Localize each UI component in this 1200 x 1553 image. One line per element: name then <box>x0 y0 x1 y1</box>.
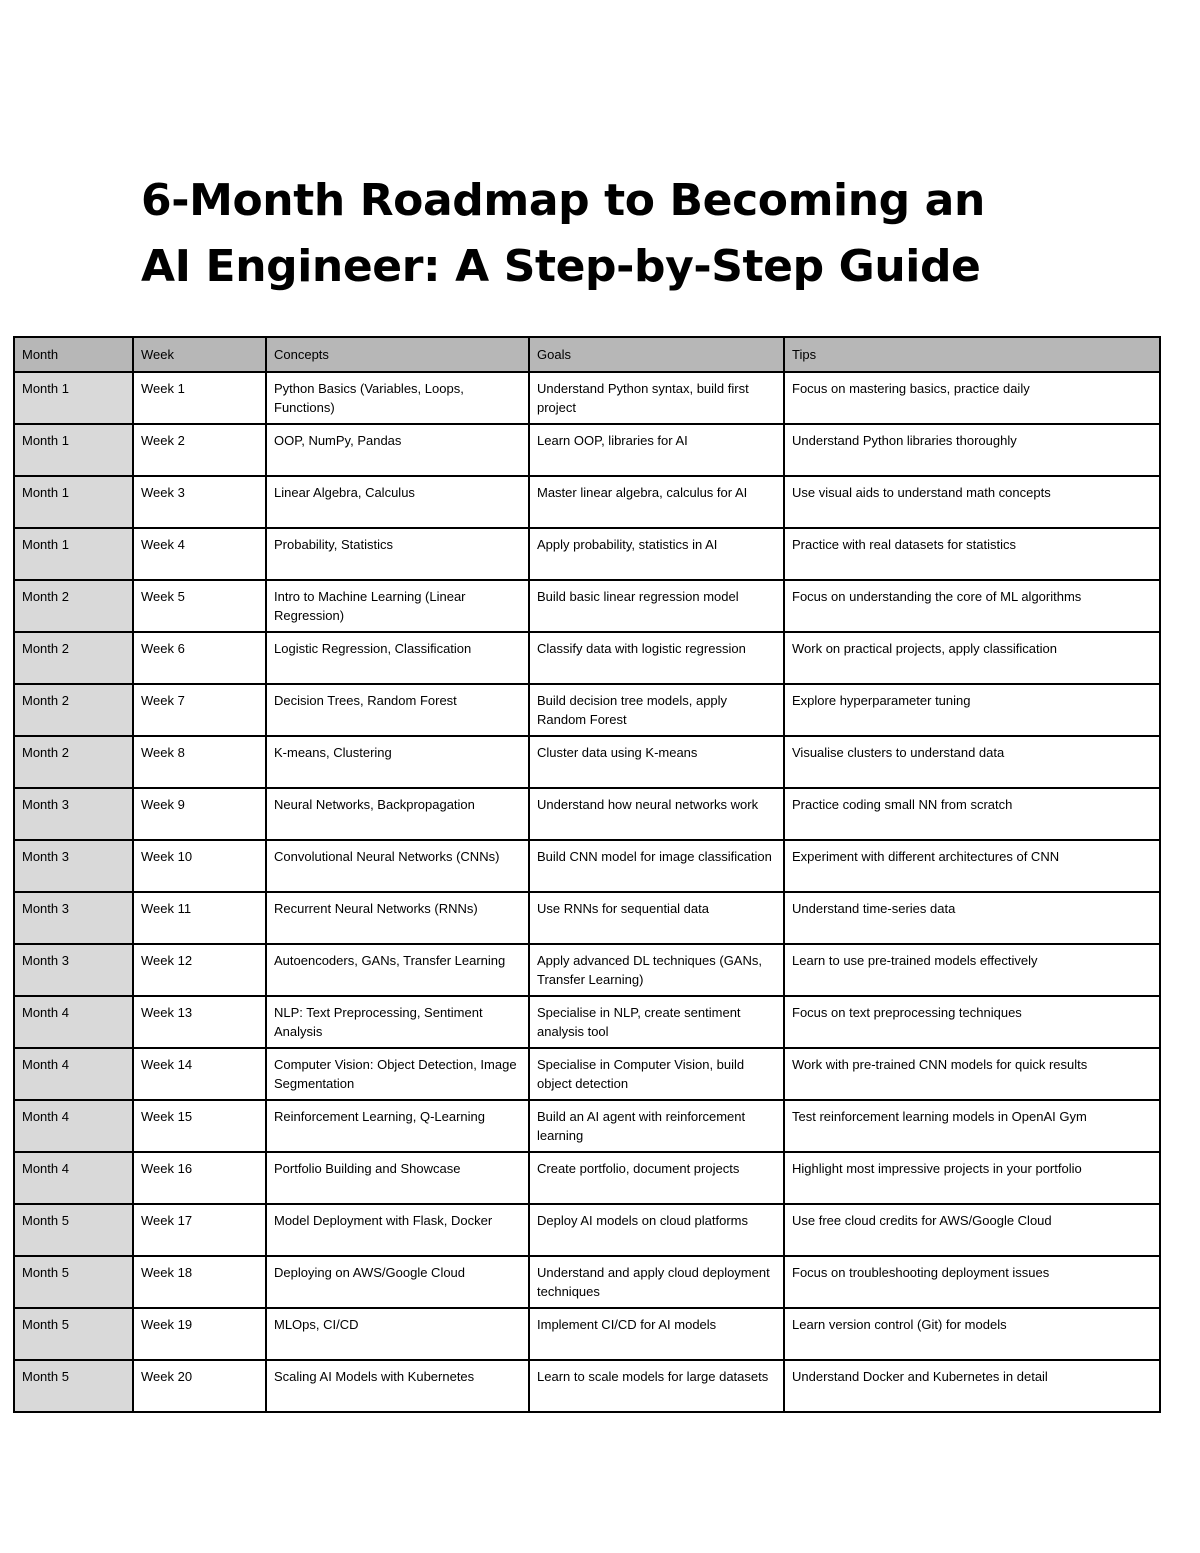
table-row <box>14 528 1160 580</box>
cell-week: Week 7 <box>133 684 266 736</box>
cell-goals: Specialise in NLP, create sentiment analysis tool <box>529 996 784 1048</box>
cell-month: Month 5 <box>14 1360 133 1412</box>
cell-week: Week 17 <box>133 1204 266 1256</box>
cell-week: Week 1 <box>133 372 266 424</box>
cell-week: Week 12 <box>133 944 266 996</box>
table-row <box>14 840 1160 892</box>
cell-concepts: Neural Networks, Backpropagation <box>266 788 529 840</box>
cell-month: Month 5 <box>14 1204 133 1256</box>
table-row <box>14 1152 1160 1204</box>
cell-month: Month 2 <box>14 736 133 788</box>
cell-goals: Apply advanced DL techniques (GANs, Transfer Learning) <box>529 944 784 996</box>
cell-week: Week 10 <box>133 840 266 892</box>
cell-tips: Learn version control (Git) for models <box>784 1308 1160 1360</box>
cell-concepts: Deploying on AWS/Google Cloud <box>266 1256 529 1308</box>
table-row <box>14 1204 1160 1256</box>
cell-goals: Build an AI agent with reinforcement learning <box>529 1100 784 1152</box>
cell-month: Month 3 <box>14 788 133 840</box>
cell-goals: Use RNNs for sequential data <box>529 892 784 944</box>
cell-month: Month 1 <box>14 476 133 528</box>
cell-goals: Understand how neural networks work <box>529 788 784 840</box>
cell-week: Week 20 <box>133 1360 266 1412</box>
cell-tips: Understand Python libraries thoroughly <box>784 424 1160 476</box>
cell-month: Month 4 <box>14 996 133 1048</box>
roadmap-table <box>13 336 1161 1413</box>
table-row <box>14 892 1160 944</box>
cell-tips: Use free cloud credits for AWS/Google Cloud <box>784 1204 1160 1256</box>
cell-concepts: Computer Vision: Object Detection, Image Segmentation <box>266 1048 529 1100</box>
cell-tips: Focus on text preprocessing techniques <box>784 996 1160 1048</box>
table-body <box>14 372 1160 1412</box>
cell-goals: Understand and apply cloud deployment techniques <box>529 1256 784 1308</box>
cell-goals: Deploy AI models on cloud platforms <box>529 1204 784 1256</box>
cell-concepts: Portfolio Building and Showcase <box>266 1152 529 1204</box>
cell-tips: Focus on troubleshooting deployment issues <box>784 1256 1160 1308</box>
cell-concepts: Model Deployment with Flask, Docker <box>266 1204 529 1256</box>
header-week: Week <box>133 337 266 372</box>
cell-concepts: Probability, Statistics <box>266 528 529 580</box>
header-goals: Goals <box>529 337 784 372</box>
table-row <box>14 580 1160 632</box>
cell-month: Month 3 <box>14 892 133 944</box>
cell-month: Month 4 <box>14 1152 133 1204</box>
cell-week: Week 16 <box>133 1152 266 1204</box>
cell-tips: Focus on understanding the core of ML algorithms <box>784 580 1160 632</box>
cell-tips: Focus on mastering basics, practice daily <box>784 372 1160 424</box>
cell-tips: Work with pre-trained CNN models for quick results <box>784 1048 1160 1100</box>
cell-tips: Highlight most impressive projects in your portfolio <box>784 1152 1160 1204</box>
cell-month: Month 4 <box>14 1048 133 1100</box>
cell-week: Week 3 <box>133 476 266 528</box>
table-row <box>14 424 1160 476</box>
table-row <box>14 996 1160 1048</box>
cell-concepts: Autoencoders, GANs, Transfer Learning <box>266 944 529 996</box>
cell-goals: Master linear algebra, calculus for AI <box>529 476 784 528</box>
cell-goals: Create portfolio, document projects <box>529 1152 784 1204</box>
cell-month: Month 2 <box>14 684 133 736</box>
cell-week: Week 9 <box>133 788 266 840</box>
header-row <box>14 337 1160 372</box>
page-title <box>141 168 1101 300</box>
table-row <box>14 684 1160 736</box>
cell-month: Month 2 <box>14 580 133 632</box>
table-row <box>14 1100 1160 1152</box>
cell-concepts: Logistic Regression, Classification <box>266 632 529 684</box>
table-row <box>14 1360 1160 1412</box>
cell-week: Week 14 <box>133 1048 266 1100</box>
cell-week: Week 2 <box>133 424 266 476</box>
cell-goals: Build basic linear regression model <box>529 580 784 632</box>
header-concepts: Concepts <box>266 337 529 372</box>
cell-month: Month 3 <box>14 944 133 996</box>
table-row <box>14 1308 1160 1360</box>
cell-concepts: OOP, NumPy, Pandas <box>266 424 529 476</box>
cell-month: Month 1 <box>14 372 133 424</box>
cell-week: Week 18 <box>133 1256 266 1308</box>
cell-tips: Explore hyperparameter tuning <box>784 684 1160 736</box>
cell-goals: Build decision tree models, apply Random Forest <box>529 684 784 736</box>
header-tips: Tips <box>784 337 1160 372</box>
cell-week: Week 13 <box>133 996 266 1048</box>
cell-month: Month 4 <box>14 1100 133 1152</box>
table-row <box>14 1048 1160 1100</box>
cell-goals: Understand Python syntax, build first project <box>529 372 784 424</box>
cell-week: Week 19 <box>133 1308 266 1360</box>
cell-tips: Use visual aids to understand math concepts <box>784 476 1160 528</box>
cell-tips: Learn to use pre-trained models effectively <box>784 944 1160 996</box>
cell-week: Week 15 <box>133 1100 266 1152</box>
cell-goals: Cluster data using K-means <box>529 736 784 788</box>
cell-goals: Learn OOP, libraries for AI <box>529 424 784 476</box>
cell-goals: Build CNN model for image classification <box>529 840 784 892</box>
cell-goals: Learn to scale models for large datasets <box>529 1360 784 1412</box>
cell-month: Month 5 <box>14 1256 133 1308</box>
table-row <box>14 372 1160 424</box>
cell-concepts: Python Basics (Variables, Loops, Functions) <box>266 372 529 424</box>
table-row <box>14 736 1160 788</box>
cell-tips: Practice with real datasets for statistics <box>784 528 1160 580</box>
cell-week: Week 11 <box>133 892 266 944</box>
table-row <box>14 1256 1160 1308</box>
cell-week: Week 6 <box>133 632 266 684</box>
title-line-2: AI Engineer: A Step-by-Step Guide <box>141 241 981 292</box>
cell-concepts: Reinforcement Learning, Q-Learning <box>266 1100 529 1152</box>
table-header <box>14 337 1160 372</box>
title-line-1: 6-Month Roadmap to Becoming an <box>141 175 985 226</box>
cell-goals: Classify data with logistic regression <box>529 632 784 684</box>
cell-month: Month 5 <box>14 1308 133 1360</box>
table-row <box>14 632 1160 684</box>
cell-tips: Visualise clusters to understand data <box>784 736 1160 788</box>
cell-concepts: MLOps, CI/CD <box>266 1308 529 1360</box>
cell-week: Week 5 <box>133 580 266 632</box>
cell-concepts: Recurrent Neural Networks (RNNs) <box>266 892 529 944</box>
cell-month: Month 2 <box>14 632 133 684</box>
cell-tips: Work on practical projects, apply classification <box>784 632 1160 684</box>
table-row <box>14 944 1160 996</box>
cell-month: Month 3 <box>14 840 133 892</box>
table-row <box>14 476 1160 528</box>
cell-concepts: Linear Algebra, Calculus <box>266 476 529 528</box>
cell-goals: Specialise in Computer Vision, build object detection <box>529 1048 784 1100</box>
cell-tips: Practice coding small NN from scratch <box>784 788 1160 840</box>
cell-tips: Understand Docker and Kubernetes in detail <box>784 1360 1160 1412</box>
cell-tips: Test reinforcement learning models in OpenAI Gym <box>784 1100 1160 1152</box>
cell-tips: Experiment with different architectures of CNN <box>784 840 1160 892</box>
cell-tips: Understand time-series data <box>784 892 1160 944</box>
cell-week: Week 4 <box>133 528 266 580</box>
header-month: Month <box>14 337 133 372</box>
cell-concepts: Convolutional Neural Networks (CNNs) <box>266 840 529 892</box>
cell-month: Month 1 <box>14 424 133 476</box>
cell-concepts: Decision Trees, Random Forest <box>266 684 529 736</box>
cell-goals: Implement CI/CD for AI models <box>529 1308 784 1360</box>
table-row <box>14 788 1160 840</box>
cell-goals: Apply probability, statistics in AI <box>529 528 784 580</box>
cell-week: Week 8 <box>133 736 266 788</box>
cell-concepts: Scaling AI Models with Kubernetes <box>266 1360 529 1412</box>
cell-concepts: Intro to Machine Learning (Linear Regression) <box>266 580 529 632</box>
cell-month: Month 1 <box>14 528 133 580</box>
cell-concepts: NLP: Text Preprocessing, Sentiment Analysis <box>266 996 529 1048</box>
cell-concepts: K-means, Clustering <box>266 736 529 788</box>
